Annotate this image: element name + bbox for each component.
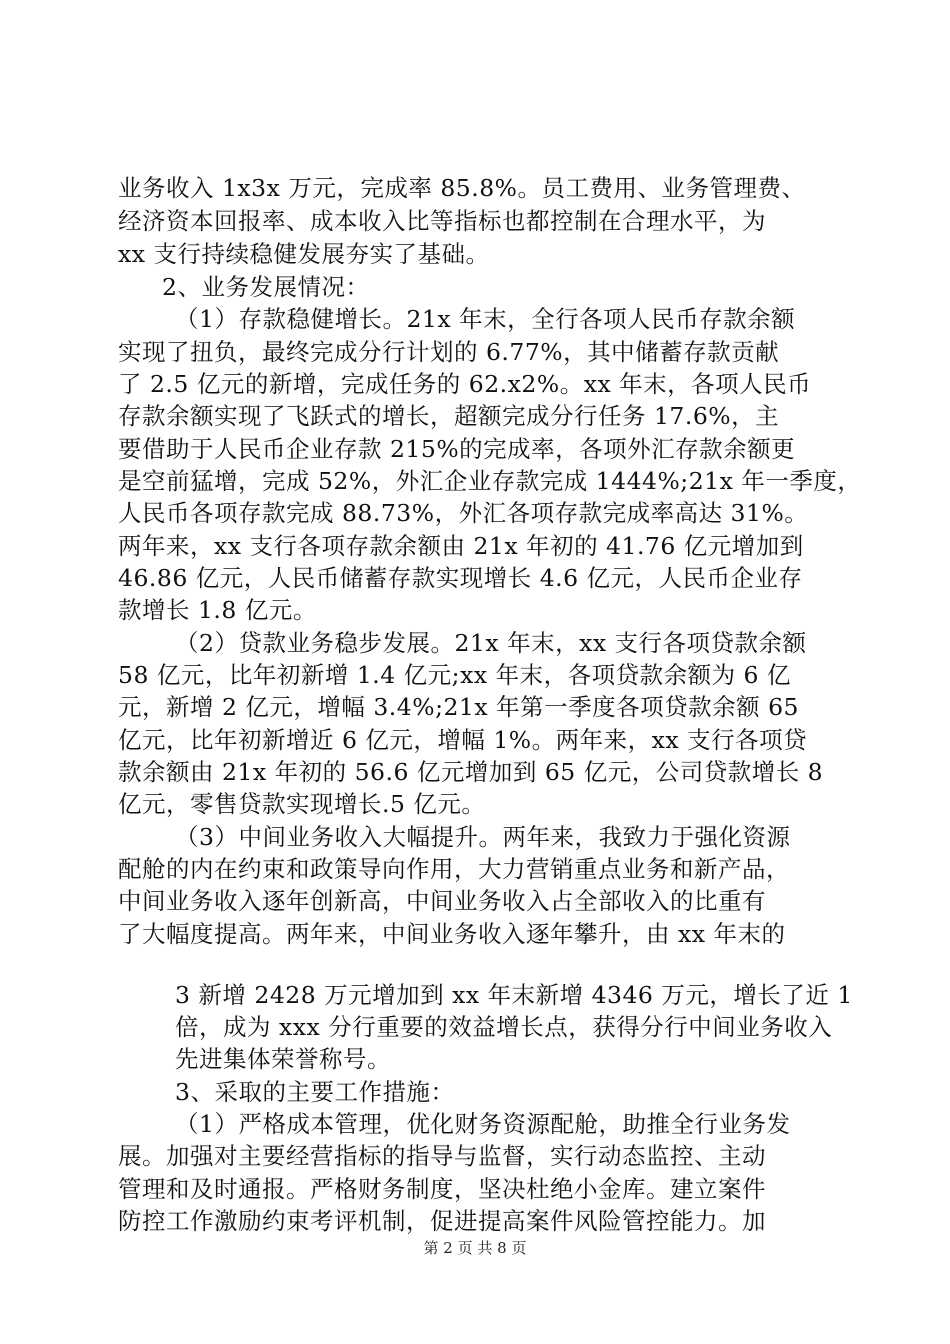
text-line: 要借助于人民币企业存款 215%的完成率，各项外汇存款余额更	[118, 435, 796, 463]
text-line: 配舱的内在约束和政策导向作用，大力营销重点业务和新产品，	[118, 855, 790, 883]
text-line: （3）中间业务收入大幅提升。两年来，我致力于强化资源	[175, 823, 791, 851]
text-line: 防控工作激励约束考评机制，促进提高案件风险管控能力。加	[118, 1207, 766, 1235]
text-line: 人民币各项存款完成 88.73%，外汇各项存款完成率高达 31%。	[118, 499, 809, 527]
text-line: 业务收入 1x3x 万元，完成率 85.8%。员工费用、业务管理费、	[118, 174, 806, 202]
text-line: 亿元，比年初新增近 6 亿元，增幅 1%。两年来，xx 支行各项贷	[118, 726, 808, 754]
text-line: 存款余额实现了飞跃式的增长，超额完成分行任务 17.6%，主	[118, 402, 780, 430]
section-heading: 3、采取的主要工作措施：	[175, 1078, 455, 1106]
text-line: xx 支行持续稳健发展夯实了基础。	[118, 240, 490, 268]
text-line: （1）存款稳健增长。21x 年末，全行各项人民币存款余额	[175, 305, 796, 333]
text-line: （2）贷款业务稳步发展。21x 年末，xx 支行各项贷款余额	[175, 629, 807, 657]
text-line: 倍，成为 xxx 分行重要的效益增长点，获得分行中间业务收入	[175, 1013, 833, 1041]
text-line: 元，新增 2 亿元，增幅 3.4%;21x 年第一季度各项贷款余额 65	[118, 693, 799, 721]
text-line: 经济资本回报率、成本收入比等指标也都控制在合理水平，为	[118, 207, 766, 235]
text-line: 管理和及时通报。严格财务制度，坚决杜绝小金库。建立案件	[118, 1175, 766, 1203]
text-line: 3 新增 2428 万元增加到 xx 年末新增 4346 万元，增长了近 1	[175, 981, 853, 1009]
text-line: 亿元，零售贷款实现增长.5 亿元。	[118, 790, 486, 818]
text-line: （1）严格成本管理，优化财务资源配舱，助推全行业务发	[175, 1110, 791, 1138]
text-line: 款增长 1.8 亿元。	[118, 596, 317, 624]
text-line: 了 2.5 亿元的新增，完成任务的 62.x2%。xx 年末，各项人民币	[118, 370, 812, 398]
text-line: 展。加强对主要经营指标的指导与监督，实行动态监控、主动	[118, 1142, 766, 1170]
text-line: 了大幅度提高。两年来，中间业务收入逐年攀升，由 xx 年末的	[118, 920, 786, 948]
section-heading: 2、业务发展情况：	[162, 273, 370, 301]
page-number-footer: 第 2 页 共 8 页	[423, 1239, 527, 1257]
text-line: 中间业务收入逐年创新高，中间业务收入占全部收入的比重有	[118, 887, 766, 915]
text-line: 是空前猛增，完成 52%，外汇企业存款完成 1444%;21x 年一季度，	[118, 467, 862, 495]
text-line: 实现了扭负，最终完成分行计划的 6.77%，其中储蓄存款贡献	[118, 338, 780, 366]
text-line: 58 亿元，比年初新增 1.4 亿元;xx 年末，各项贷款余额为 6 亿	[118, 661, 791, 689]
text-line: 46.86 亿元，人民币储蓄存款实现增长 4.6 亿元，人民币企业存	[118, 564, 803, 592]
text-line: 先进集体荣誉称号。	[175, 1045, 391, 1073]
text-line: 两年来，xx 支行各项存款余额由 21x 年初的 41.76 亿元增加到	[118, 532, 804, 560]
text-line: 款余额由 21x 年初的 56.6 亿元增加到 65 亿元，公司贷款增长 8	[118, 758, 824, 786]
